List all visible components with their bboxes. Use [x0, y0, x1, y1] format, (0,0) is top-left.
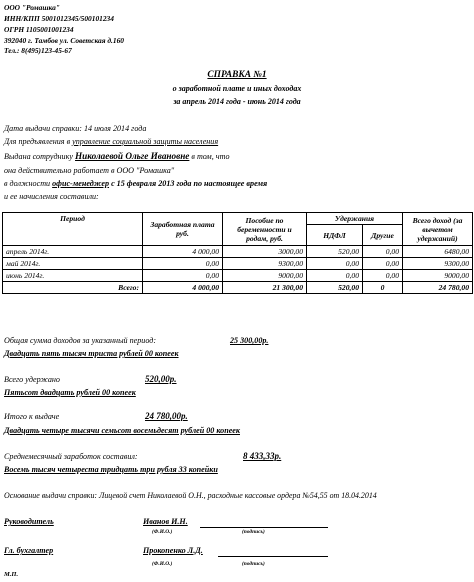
cell-total: 6480,00 [403, 246, 473, 258]
totals-salary: 4 000,00 [143, 282, 223, 294]
payout-label: Итого к выдаче [4, 412, 60, 421]
issue-date-label: Дата выдачи справки: [4, 124, 82, 133]
total-income-words: Двадцать пять тысяч триста рублей 00 копеек [4, 349, 179, 358]
accountant-sign-caption: (подпись) [242, 561, 265, 567]
table-row [3, 270, 473, 282]
table-row [3, 246, 473, 258]
payout-words: Двадцать четыре тысячи семьсот восемьдесят рублей 00 копеек [4, 426, 240, 435]
document-title: СПРАВКА №1 [207, 70, 267, 80]
org-inn-kpp: ИНН/КПП 5001012345/500101234 [4, 14, 114, 23]
works-line: она действительно работает в ООО "Ромашка" [4, 166, 175, 175]
present-label: Для предъявления в [4, 137, 71, 146]
issue-date-value: 14 июля 2014 года [83, 124, 147, 133]
withheld-words: Пятьсот двадцать рублей 00 копеек [4, 388, 136, 397]
org-phone: Тел.: 8(495)123-45-67 [4, 46, 72, 55]
head-sign-caption: (подпись) [242, 529, 265, 535]
header-deductions: Удержания [307, 213, 403, 225]
employee-name: Николаевой Ольге Ивановне [75, 151, 190, 161]
cell-benefit: 3000,00 [223, 246, 307, 258]
head-signature-line [200, 527, 328, 528]
accountant-name: Прокопенко Л.Д. [143, 546, 203, 555]
cell-other: 0,00 [363, 246, 403, 258]
cell-other: 0,00 [363, 270, 403, 282]
accountant-signature-line [218, 556, 328, 557]
position-line [4, 179, 267, 188]
document-subtitle: о заработной плате и иных доходах [172, 84, 302, 93]
cell-total: 9300,00 [403, 258, 473, 270]
position-value: офис-менеджер [52, 179, 110, 188]
header-benefit: Пособие по беременности и родам, руб. [223, 213, 307, 246]
cell-ndfl: 0,00 [307, 270, 363, 282]
header-period: Период [3, 213, 143, 246]
totals-benefit: 21 300,00 [223, 282, 307, 294]
table-row [3, 258, 473, 270]
accountant-fio-caption: (Ф.И.О.) [152, 561, 173, 567]
issue-date-line [4, 124, 146, 133]
totals-other: 0 [363, 282, 403, 294]
cell-period: май 2014г. [3, 258, 143, 270]
cell-salary: 0,00 [143, 258, 223, 270]
issued-tail: в том, что [191, 152, 230, 161]
cell-other: 0,00 [363, 258, 403, 270]
table-header-row [3, 213, 473, 225]
stamp-mark: М.П. [4, 571, 19, 578]
cell-salary: 0,00 [143, 270, 223, 282]
totals-total: 24 780,00 [403, 282, 473, 294]
header-total: Всего доход (за вычетом удержаний) [403, 213, 473, 246]
total-income-value: 25 300,00р. [230, 336, 269, 345]
header-other: Другие [363, 225, 403, 246]
basis-line: Основание выдачи справки: Лицевой счет Николаевой О.Н., расходные кассовые ордера №54,55 от 18.04.2014 [4, 491, 377, 500]
cell-total: 9000,00 [403, 270, 473, 282]
cell-ndfl: 0,00 [307, 258, 363, 270]
org-address: 392040 г. Тамбов ул. Советская д.160 [4, 36, 124, 45]
head-label: Руководитель [4, 517, 54, 526]
position-tail: с 15 февраля 2013 года по настоящее время [111, 179, 268, 188]
withheld-value: 520,00р. [145, 374, 177, 384]
cell-ndfl: 520,00 [307, 246, 363, 258]
header-salary: Заработная плата руб. [143, 213, 223, 246]
position-label: в должности [4, 179, 51, 188]
cell-benefit: 9300,00 [223, 258, 307, 270]
document-period: за апрель 2014 года - июнь 2014 года [173, 97, 301, 106]
issued-line [4, 151, 230, 161]
payout-value: 24 780,00р. [145, 411, 188, 421]
org-ogrn: ОГРН 1105001001234 [4, 25, 74, 34]
accountant-label: Гл. бухгалтер [4, 546, 54, 555]
accrued-line: и ее начисления составили: [4, 192, 99, 201]
totals-label: Всего: [3, 282, 143, 294]
avg-words: Восемь тысяч четыреста тридцать три рубля 33 копейки [4, 465, 218, 474]
cell-salary: 4 000,00 [143, 246, 223, 258]
head-fio-caption: (Ф.И.О.) [152, 529, 173, 535]
cell-period: июнь 2014г. [3, 270, 143, 282]
salary-table [2, 212, 473, 294]
avg-value: 8 433,33р. [243, 451, 282, 461]
present-to: управление социальной защиты населения [72, 137, 219, 146]
total-income-label: Общая сумма доходов за указанный период: [4, 336, 157, 345]
present-line [4, 137, 218, 146]
avg-label: Среднемесячный заработок составил: [4, 452, 138, 461]
issued-label: Выдана сотруднику [4, 152, 73, 161]
totals-ndfl: 520,00 [307, 282, 363, 294]
cell-period: апрель 2014г. [3, 246, 143, 258]
withheld-label: Всего удержано [4, 375, 60, 384]
head-name: Иванов И.Н. [143, 517, 188, 526]
header-ndfl: НДФЛ [307, 225, 363, 246]
org-name: ООО "Ромашка" [4, 3, 60, 12]
cell-benefit: 9000,00 [223, 270, 307, 282]
table-totals-row [3, 282, 473, 294]
